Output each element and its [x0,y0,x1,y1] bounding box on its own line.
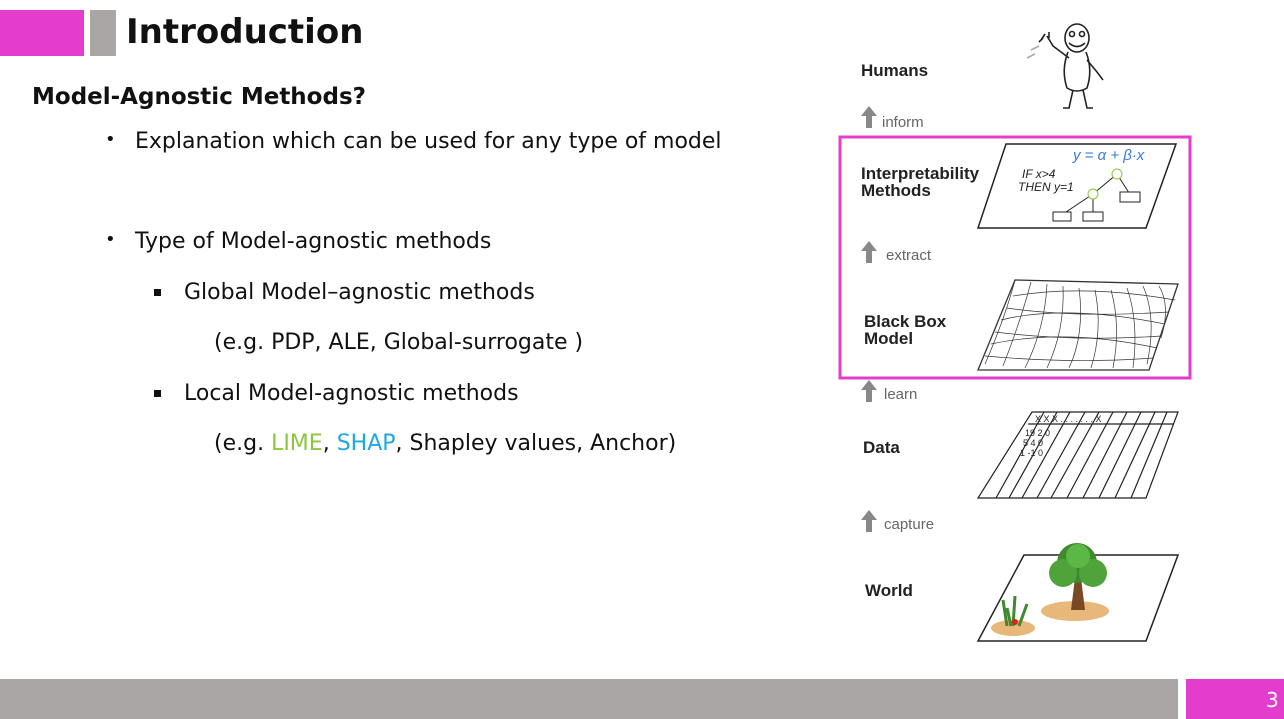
human-figure-icon [1027,24,1103,108]
slide-subtitle: Model-Agnostic Methods? [32,84,366,110]
blackbox-line-2: Model [864,329,914,348]
svg-text:1 -1 0: 1 -1 0 [1020,448,1044,458]
svg-text:19 2 0: 19 2 0 [1025,428,1051,438]
layer-label-black-box [864,313,946,347]
example-text: (e.g. PDP, ALE, Global-surrogate ) [214,330,584,355]
layer-label-interpretability [861,165,979,199]
lime-label: LIME [271,431,323,456]
header-pink-accent [0,10,84,56]
svg-text:X X X . . . . . . . X: X X X . . . . . . . X [1035,414,1102,424]
layer-label-data: Data [863,438,900,457]
arrow-label-inform: inform [882,114,924,131]
bullet-item [105,129,722,154]
footer-bar [0,679,1178,719]
layer-label-world: World [865,581,913,600]
comma: , [322,431,337,456]
interpretability-plane-icon [978,144,1176,228]
formula-text: y = α + β·x [1073,147,1145,164]
bullet-dot-icon: • [105,229,116,250]
example-rest: , Shapley values, Anchor) [395,431,677,456]
rule-line-2: THEN y=1 [1018,180,1074,194]
interpretability-diagram [835,8,1275,658]
black-box-surface-icon [978,280,1178,370]
data-table-icon [978,412,1178,498]
sub-bullet-item [184,280,535,305]
bullet-text: Explanation which can be used for any type of model [135,129,722,154]
arrow-label-extract: extract [886,247,932,264]
bullet-text: Type of Model-agnostic methods [135,229,492,254]
arrow-label-learn: learn [884,386,918,403]
example-text [214,431,676,456]
world-tree-icon [978,543,1178,641]
shap-label: SHAP [336,431,396,456]
header-gray-accent [90,10,116,56]
bullet-dot-icon: • [105,129,116,150]
sub-bullet-text: Local Model-agnostic methods [184,381,519,406]
blackbox-line-1: Black Box [864,312,947,331]
sub-bullet-text: Global Model–agnostic methods [184,280,535,305]
layer-label-humans: Humans [861,61,929,80]
bullet-item [105,229,492,254]
example-prefix: (e.g. [214,431,272,456]
page-number: 3 [1266,688,1279,712]
slide-title: Introduction [126,12,364,52]
rule-line-1: IF x>4 [1022,167,1056,181]
sub-bullet-item [184,381,519,406]
arrow-label-capture: capture [884,516,935,533]
interpretability-line-1: Interpretability [861,164,980,183]
svg-text:5 4 0: 5 4 0 [1023,438,1044,448]
square-bullet-icon [154,390,161,397]
interpretability-line-2: Methods [861,181,931,200]
square-bullet-icon [154,289,161,296]
